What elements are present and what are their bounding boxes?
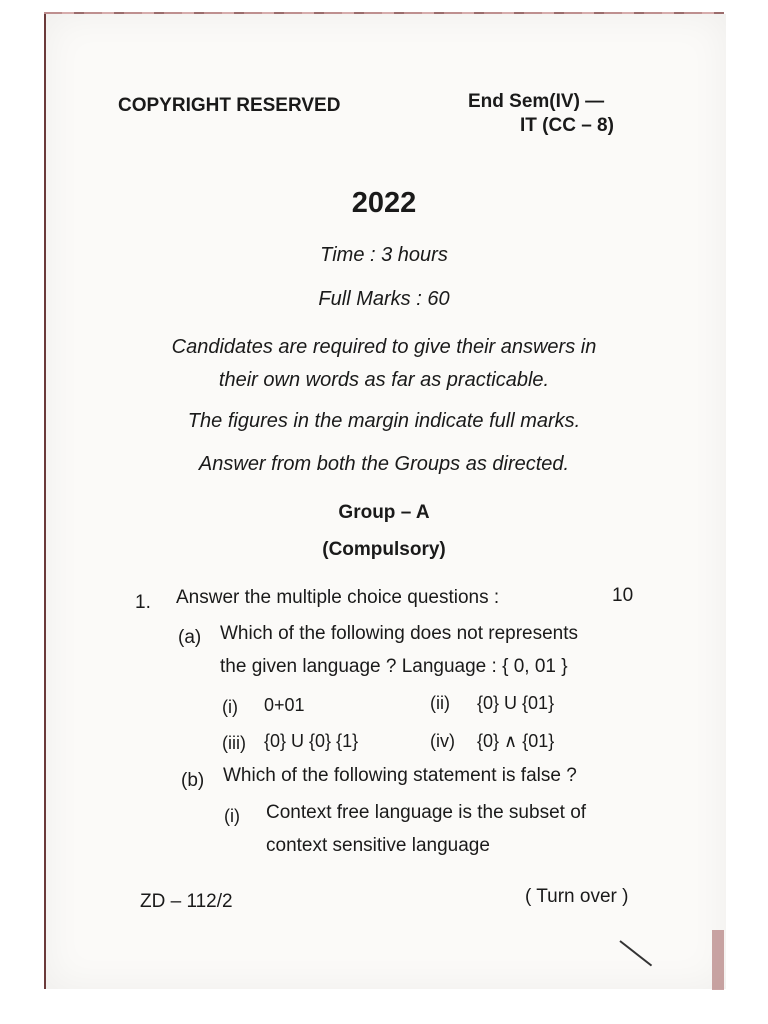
subquestion-text: the given language ? Language : { 0, 01 } [220, 656, 568, 677]
option-text: context sensitive language [266, 835, 490, 856]
exam-year: 2022 [351, 187, 417, 219]
subquestion-label: (a) [178, 627, 202, 648]
subquestion-label: (b) [181, 770, 205, 791]
option-number: (ii) [430, 693, 450, 713]
subquestion-text: Which of the following does not represents [220, 623, 579, 644]
option-number: (iii) [222, 733, 246, 753]
copyright-notice: COPYRIGHT RESERVED [118, 95, 341, 116]
option-number: (iv) [430, 731, 455, 751]
turn-over-note: ( Turn over ) [525, 886, 629, 907]
instruction-line: their own words as far as practicable. [218, 369, 550, 391]
option-text: {0} U {0} {1} [264, 731, 359, 751]
exam-full-marks: Full Marks : 60 [318, 288, 450, 310]
question-text: Answer the multiple choice questions : [176, 587, 500, 608]
option-number: (i) [224, 806, 240, 826]
option-number: (i) [222, 697, 238, 717]
question-number: 1. [135, 592, 151, 613]
subquestion-text: Which of the following statement is false ? [223, 765, 577, 786]
paper-code: ZD – 112/2 [140, 891, 233, 912]
instruction-line: Candidates are required to give their answers in [171, 336, 597, 358]
paper-edge-mark [712, 930, 724, 990]
group-title: Group – A [338, 502, 430, 523]
option-text: 0+01 [264, 695, 305, 715]
instruction-line: The figures in the margin indicate full marks. [187, 410, 581, 432]
exam-code-line2: IT (CC – 8) [520, 115, 614, 136]
option-text: {0} U {01} [477, 693, 555, 713]
option-text: Context free language is the subset of [266, 802, 587, 823]
question-marks: 10 [612, 585, 634, 606]
exam-code-line1: End Sem(IV) — [468, 91, 605, 112]
exam-time: Time : 3 hours [320, 244, 448, 266]
option-text: {0} ∧ {01} [477, 731, 555, 751]
group-subtitle: (Compulsory) [322, 539, 446, 560]
instruction-line: Answer from both the Groups as directed. [198, 453, 570, 475]
